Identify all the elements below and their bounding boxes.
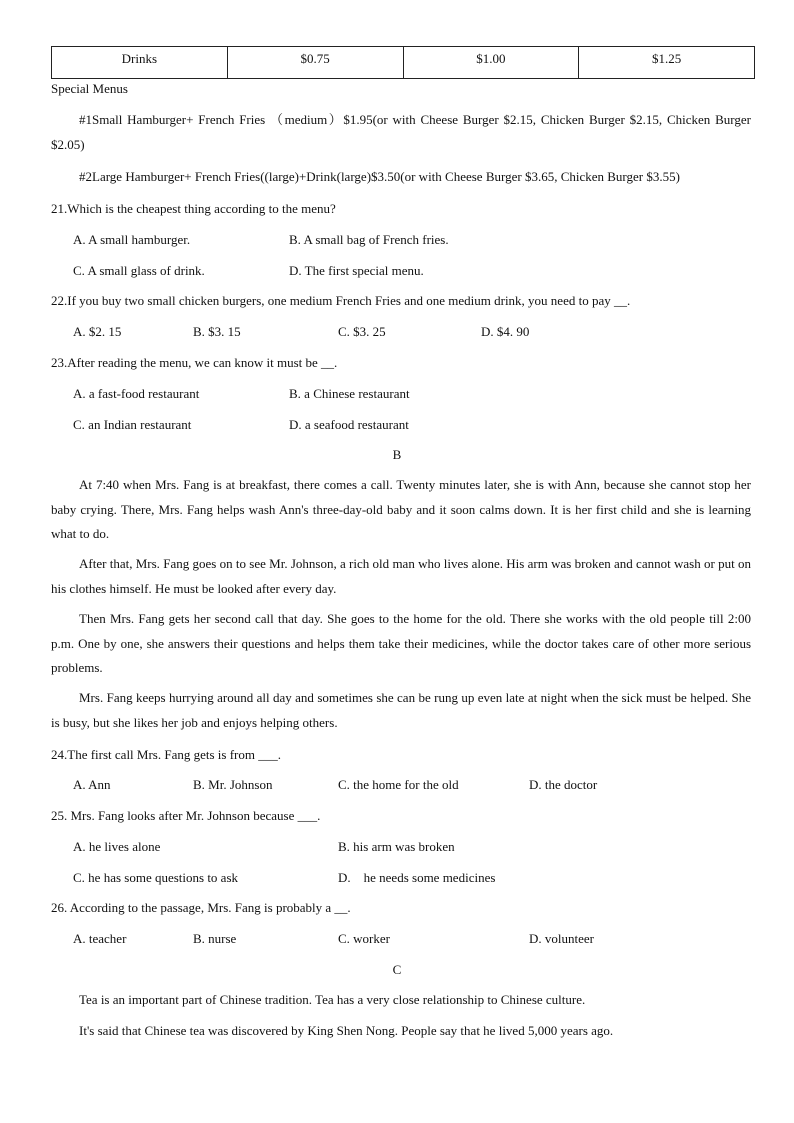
table-cell: $1.25 [579, 47, 755, 79]
section-letter-c: C [392, 962, 402, 977]
question-option: C. worker [338, 931, 390, 946]
question-option: C. the home for the old [338, 777, 459, 792]
question-stem: 22.If you buy two small chicken burgers, one medium French Fries and one medium drink, you need to pay __. [51, 293, 631, 308]
question-option: A. a fast-food restaurant [73, 386, 200, 401]
table-cell: $0.75 [227, 47, 403, 79]
table-cell: $1.00 [403, 47, 579, 79]
question-option: C. A small glass of drink. [73, 263, 205, 278]
question-option: D. The first special menu. [289, 263, 424, 278]
passage-paragraph: It's said that Chinese tea was discovered by King Shen Nong. People say that he lived 5,000 years ago. [79, 1023, 614, 1038]
question-option: A. A small hamburger. [73, 232, 191, 247]
special-menus-heading: Special Menus [51, 81, 128, 96]
table-row [52, 47, 755, 79]
section-letter-b: B [392, 447, 402, 462]
question-option: D. $4. 90 [481, 324, 530, 339]
question-option: B. $3. 15 [193, 324, 241, 339]
question-stem: 21.Which is the cheapest thing according to the menu? [51, 201, 336, 216]
passage-paragraph: After that, Mrs. Fang goes on to see Mr. Johnson, a rich old man who lives alone. His arm was broken and cannot wash or put on his clothes himself. He must be looked after every day. [51, 556, 751, 596]
special-menu-1: #1Small Hamburger+ French Fries （medium）$1.95(or with Cheese Burger $2.15, Chicken Burger $2.15, Chicken Burger $2.05) [51, 112, 751, 152]
question-option: C. an Indian restaurant [73, 417, 192, 432]
question-option: C. $3. 25 [338, 324, 386, 339]
question-option: A. $2. 15 [73, 324, 122, 339]
table-cell: Drinks [52, 47, 228, 79]
question-option: B. Mr. Johnson [193, 777, 273, 792]
question-stem: 23.After reading the menu, we can know it must be __. [51, 355, 338, 370]
passage-paragraph: Mrs. Fang keeps hurrying around all day and sometimes she can be rung up even late at night when the sick must be helped. She is busy, but she likes her job and enjoys helping others. [51, 690, 751, 730]
passage-paragraph: At 7:40 when Mrs. Fang is at breakfast, there comes a call. Twenty minutes later, she is with Ann, because she cannot stop her baby crying. There, Mrs. Fang helps wash Ann's three-day-old baby and it soon calms down. It is her first child and she is learning what to do. [51, 477, 751, 541]
question-stem: 26. According to the passage, Mrs. Fang is probably a __. [51, 900, 351, 915]
question-stem: 24.The first call Mrs. Fang gets is from ___. [51, 747, 281, 762]
price-table [51, 46, 755, 79]
question-option: A. he lives alone [73, 839, 161, 854]
question-option: D. the doctor [529, 777, 598, 792]
passage-paragraph: Tea is an important part of Chinese tradition. Tea has a very close relationship to Chinese culture. [79, 992, 586, 1007]
special-menu-2: #2Large Hamburger+ French Fries((large)+Drink(large)$3.50(or with Cheese Burger $3.65, Chicken Burger $3.55) [79, 169, 680, 184]
question-option: C. he has some questions to ask [73, 870, 239, 885]
question-option: D. a seafood restaurant [289, 417, 409, 432]
passage-paragraph: Then Mrs. Fang gets her second call that day. She goes to the home for the old. There she works with the old people till 2:00 p.m. One by one, she answers their questions and helps them take their medicines, while the doctor takes care of other more serious problems. [51, 611, 751, 675]
question-option: B. nurse [193, 931, 237, 946]
question-option: D. volunteer [529, 931, 594, 946]
question-option: B. A small bag of French fries. [289, 232, 449, 247]
question-option: B. his arm was broken [338, 839, 455, 854]
question-option: A. Ann [73, 777, 111, 792]
question-option: B. a Chinese restaurant [289, 386, 410, 401]
question-option: A. teacher [73, 931, 127, 946]
question-option: D. he needs some medicines [338, 870, 496, 885]
question-stem: 25. Mrs. Fang looks after Mr. Johnson because ___. [51, 808, 321, 823]
